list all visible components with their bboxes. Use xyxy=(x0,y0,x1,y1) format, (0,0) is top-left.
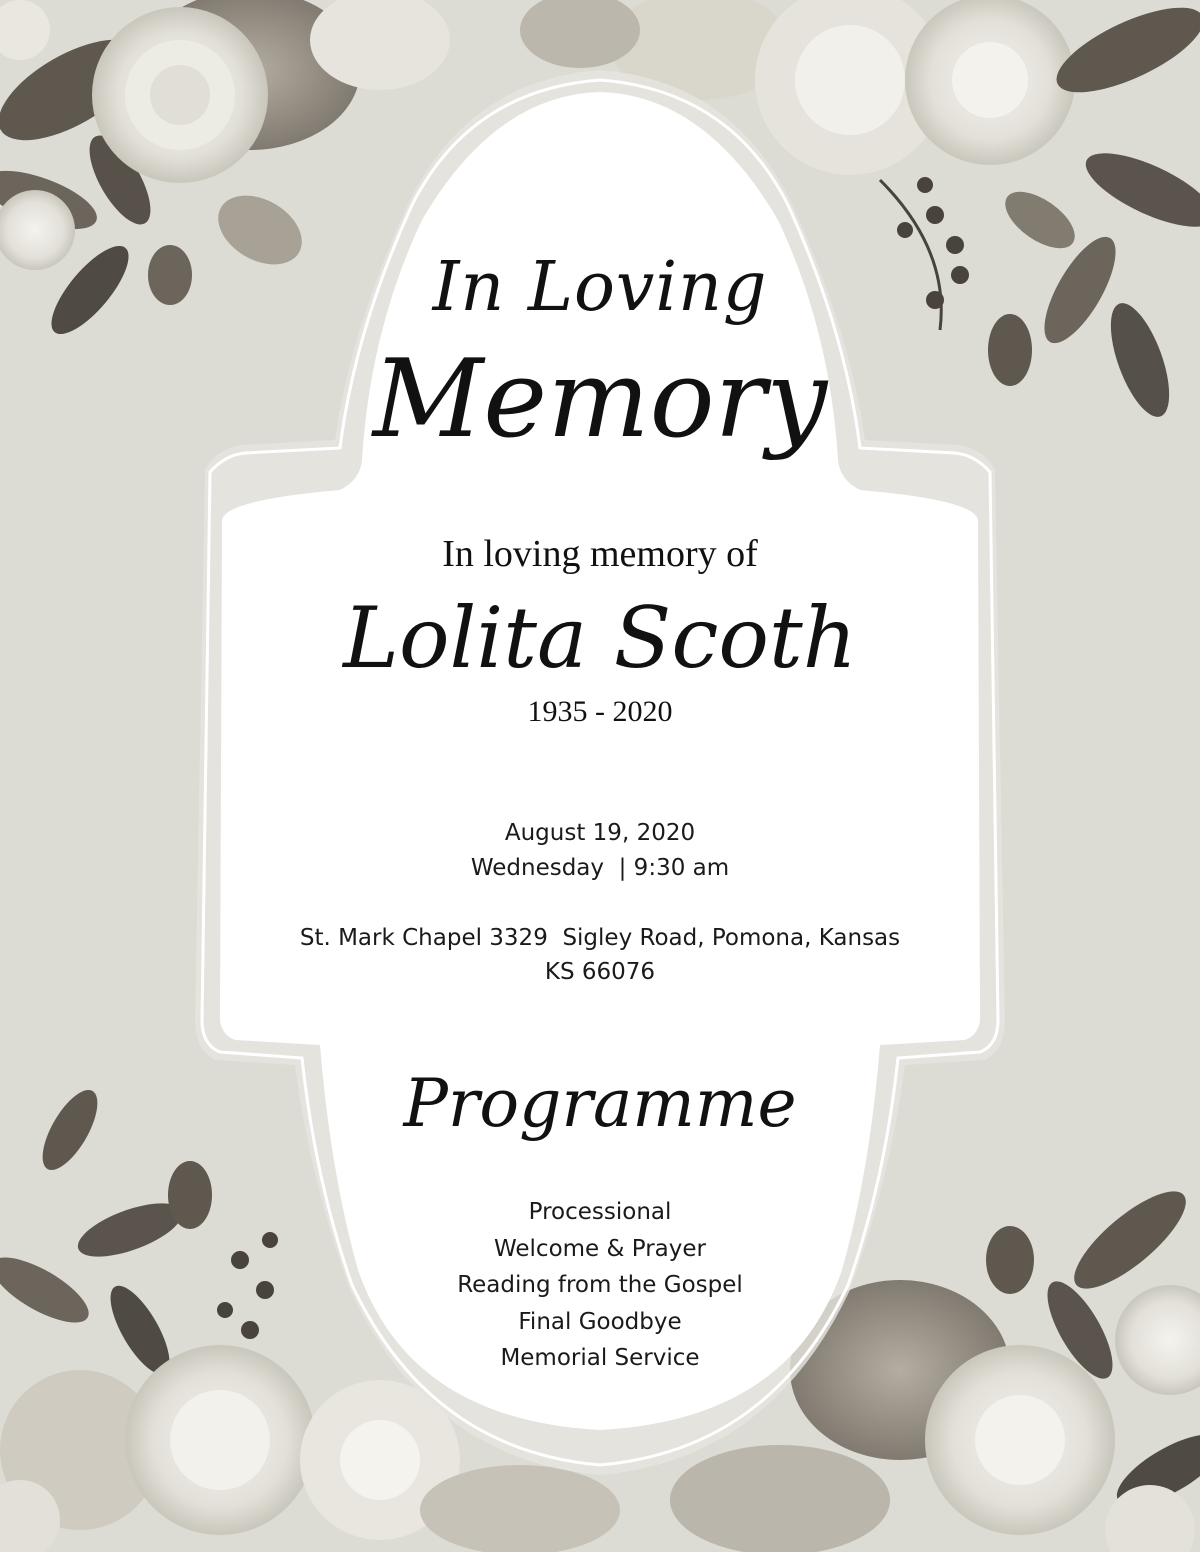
service-date: August 19, 2020 xyxy=(504,820,696,846)
programme-item: Processional xyxy=(528,1199,672,1225)
deceased-name: Lolita Scoth xyxy=(343,589,857,687)
programme-item: Memorial Service xyxy=(500,1345,700,1371)
programme-item: Welcome & Prayer xyxy=(494,1235,706,1262)
venue-line-1: St. Mark Chapel 3329 Sigley Road, Pomona, Kansas xyxy=(299,925,901,951)
in-loving-memory-of: In loving memory of xyxy=(442,533,758,575)
life-years: 1935 - 2020 xyxy=(527,695,673,728)
venue-line-2: KS 66076 xyxy=(544,959,656,985)
programme-item: Final Goodbye xyxy=(518,1308,682,1335)
programme-item: Reading from the Gospel xyxy=(457,1272,743,1298)
heading-memory: Memory xyxy=(372,337,828,462)
service-day-time: Wednesday | 9:30 am xyxy=(470,855,730,881)
programme-list xyxy=(0,1194,1200,1377)
heading-in-loving: In Loving xyxy=(432,248,768,327)
programme-title: Programme xyxy=(403,1065,797,1142)
